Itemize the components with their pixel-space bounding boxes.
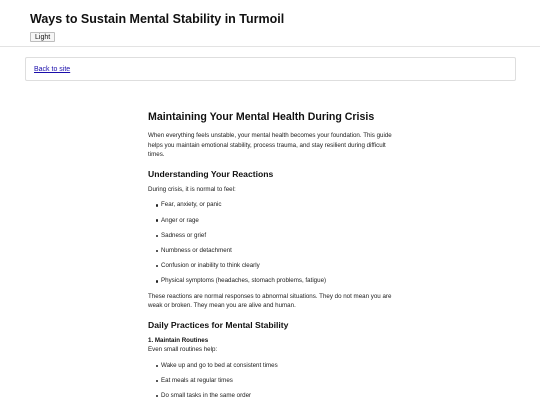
theme-toggle-button[interactable]: Light <box>30 32 55 42</box>
routines-subtitle: 1. Maintain Routines <box>148 336 209 344</box>
list-item: Confusion or inability to think clearly <box>156 261 396 271</box>
practices-heading: Daily Practices for Mental Stability <box>148 319 289 330</box>
list-item: Numbness or detachment <box>156 246 396 256</box>
reactions-closing: These reactions are normal responses to abnormal situations. They do not mean you are weak or broken. They mean you are alive and human. <box>148 292 392 310</box>
reactions-heading: Understanding Your Reactions <box>148 168 274 179</box>
article-intro: When everything feels unstable, your mental health becomes your foundation. This guide helps you maintain emotional stability, process trauma, and stay resilient during difficult times. <box>148 132 392 159</box>
list-item: Fear, anxiety, or panic <box>156 200 396 210</box>
site-title: Ways to Sustain Mental Stability in Turmoil <box>30 12 285 26</box>
reactions-list <box>148 200 396 286</box>
list-item: Do small tasks in the same order <box>156 391 396 401</box>
list-item: Sadness or grief <box>156 231 396 241</box>
list-item: Wake up and go to bed at consistent times <box>156 361 396 371</box>
routines-list <box>148 361 396 401</box>
back-to-site-link[interactable]: Back to site <box>34 65 71 73</box>
site-header <box>0 0 540 47</box>
list-item: Eat meals at regular times <box>156 376 396 386</box>
list-item: Physical symptoms (headaches, stomach problems, fatigue) <box>156 276 396 286</box>
list-item: Anger or rage <box>156 216 396 226</box>
article-title: Maintaining Your Mental Health During Crisis <box>148 111 375 123</box>
routines-intro: Even small routines help: <box>148 346 218 354</box>
nav-box <box>25 57 516 81</box>
article <box>148 111 396 405</box>
reactions-lead: During crisis, it is normal to feel: <box>148 185 236 193</box>
